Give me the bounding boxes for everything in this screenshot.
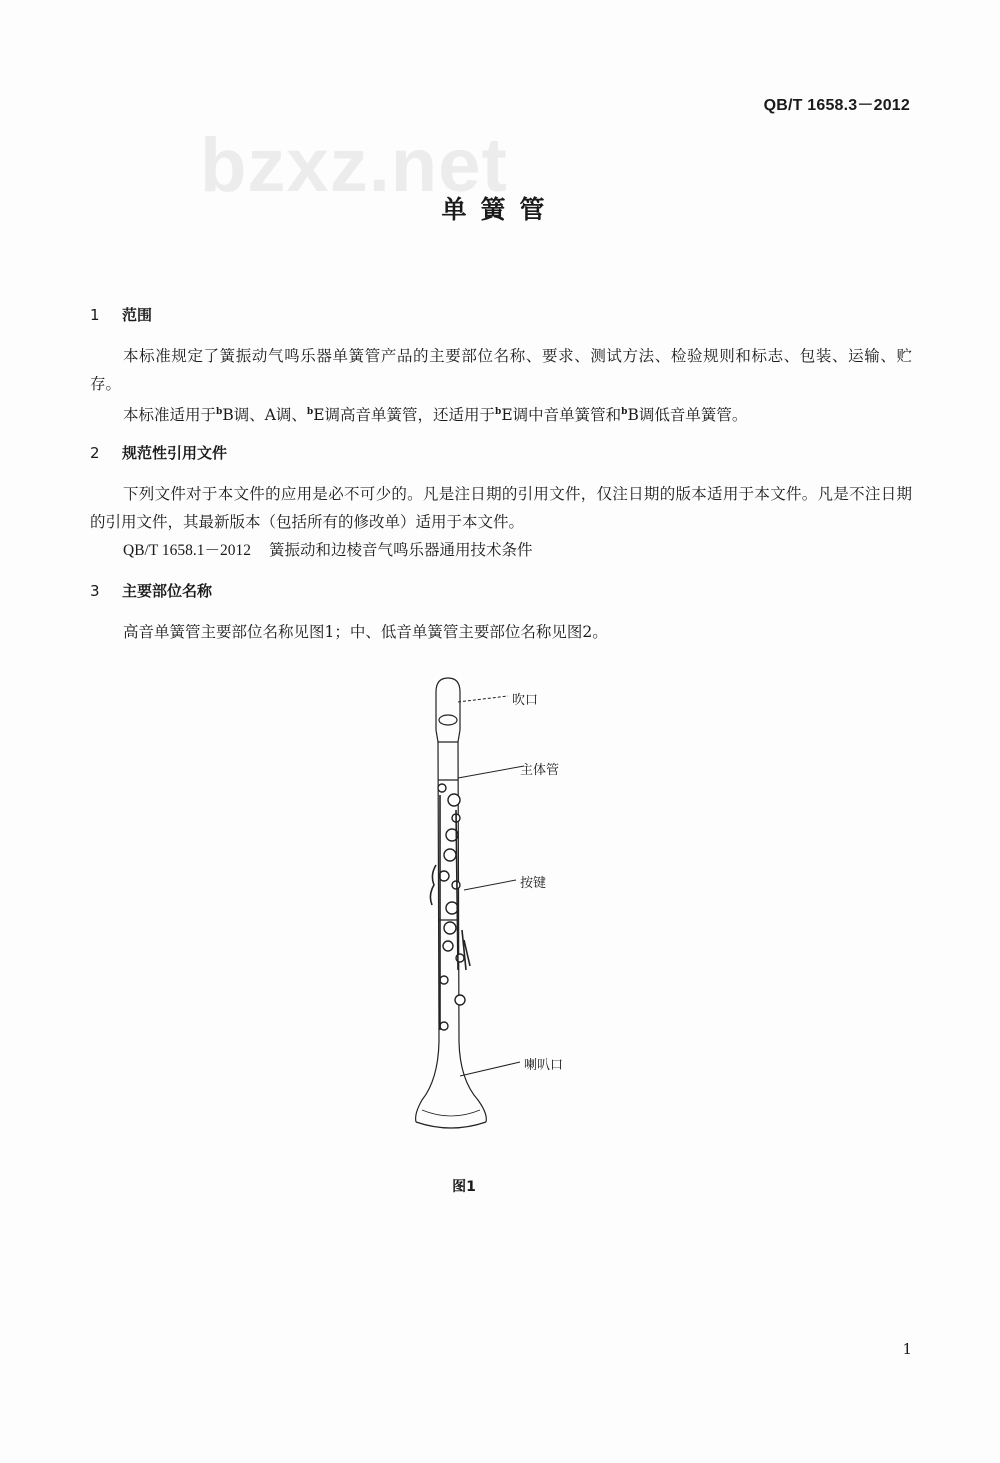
keys-group [438, 784, 465, 1030]
standard-code: QB/T 1658.3－2012 [763, 97, 910, 114]
section-2-heading [90, 442, 227, 463]
reference-code: QB/T 1658.1－2012 [123, 542, 252, 559]
flat-sup: b [495, 407, 502, 417]
keys-leader [464, 880, 516, 890]
section-number: 2 [90, 444, 100, 462]
section-1-paragraph-2 [90, 398, 912, 429]
body-leader [458, 766, 524, 778]
label-body-tube: 主体管 [520, 763, 560, 778]
section-title: 规范性引用文件 [122, 444, 228, 462]
flat-sup: b [306, 407, 314, 417]
text-run: E调中音单簧管和 [501, 406, 622, 424]
mouthpiece-leader [458, 696, 508, 702]
section-1-paragraph-1: 本标准规定了簧振动气鸣乐器单簧管产品的主要部位名称、要求、测试方法、检验规则和标志、包装、运输、贮存。 [90, 347, 912, 393]
watermark: bzxz.net [200, 123, 508, 208]
bell-outline [416, 1042, 487, 1122]
flat-sup: b [216, 407, 223, 417]
text-run: E调高音单簧管，还适用于 [313, 406, 496, 424]
flat-sup: b [621, 407, 628, 417]
section-2-paragraph-1: 下列文件对于本文件的应用是必不可少的。凡是注日期的引用文件，仅注日期的版本适用于本文件。凡是不注日期的引用文件，其最新版本（包括所有的修改单）适用于本文件。 [90, 485, 912, 531]
barrel-joint [436, 730, 460, 742]
text-run: 本标准适用于 [123, 406, 217, 424]
label-bell: 喇叭口 [524, 1058, 564, 1073]
figure-caption: 图1 [452, 1179, 476, 1195]
bell-rim [416, 1122, 486, 1128]
section-1-heading [90, 304, 152, 325]
label-mouthpiece: 吹口 [512, 693, 539, 708]
label-keys: 按键 [520, 876, 547, 891]
section-number: 1 [90, 306, 100, 324]
text-run: B调低音单簧管。 [627, 406, 748, 424]
section-3-paragraph-1: 高音单簧管主要部位名称见图1；中、低音单簧管主要部位名称见图2。 [123, 623, 608, 641]
normative-reference [123, 538, 533, 560]
section-3-heading [90, 580, 212, 601]
section-title: 范围 [122, 306, 153, 324]
section-title: 主要部位名称 [122, 582, 213, 600]
text-run: B调、A调、 [222, 406, 307, 424]
mouthpiece-ring [439, 715, 457, 725]
page-number: 1 [902, 1340, 912, 1358]
section-number: 3 [90, 582, 100, 600]
clarinet-figure [400, 670, 600, 1140]
bell-leader [460, 1062, 520, 1076]
reference-title: 簧振动和边棱音气鸣乐器通用技术条件 [269, 541, 533, 559]
document-title: 单簧管 [441, 195, 559, 224]
